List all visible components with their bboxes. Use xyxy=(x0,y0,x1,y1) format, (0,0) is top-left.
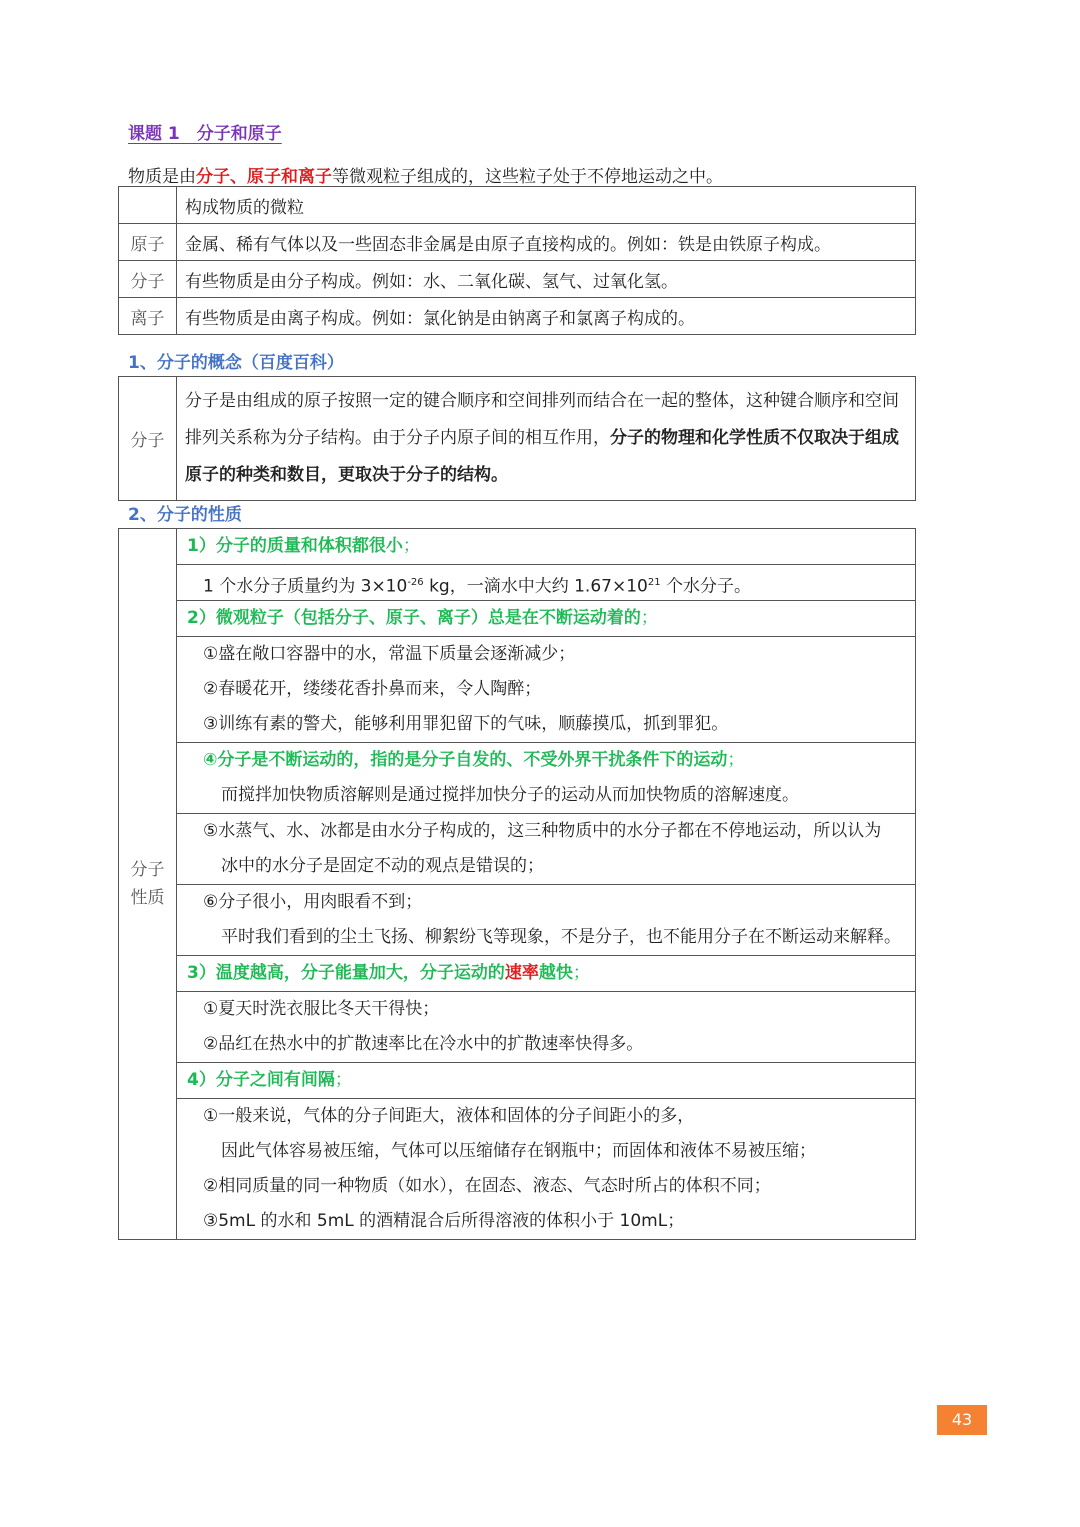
concept-line-2-bold: 分子的物理和化学性质不仅取决于组成 xyxy=(610,428,899,448)
table-row xyxy=(119,261,916,298)
list-item: ②相同质量的同一种物质（如水），在固态、液态、气态时所占的体积不同； xyxy=(203,1176,771,1196)
row-text: 金属、稀有气体以及一些固态非金属是由原子直接构成的。例如：铁是由铁原子构成。 xyxy=(177,224,916,261)
property-4-examples xyxy=(177,1099,916,1240)
item-5-line-1: ⑤水蒸气、水、冰都是由水分子构成的，这三种物质中的水分子都在不停地运动，所以认为 xyxy=(203,821,882,841)
list-item: ③训练有素的警犬，能够利用罪犯留下的气味，顺藤摸瓜，抓到罪犯。 xyxy=(203,714,729,734)
property-1-head xyxy=(177,529,916,565)
mass-text-c: 个水分子。 xyxy=(660,576,751,597)
table-header: 构成物质的微粒 xyxy=(177,187,916,224)
list-item: ②春暖花开，缕缕花香扑鼻而来，令人陶醉； xyxy=(203,679,542,699)
mass-text-a: 1 个水分子质量约为 3×10 xyxy=(203,576,408,597)
page-number-badge: 43 xyxy=(937,1405,987,1435)
row-text: 有些物质是由离子构成。例如：氯化钠是由钠离子和氯离子构成的。 xyxy=(177,298,916,335)
property-2-item-4 xyxy=(177,743,916,814)
property-2-examples xyxy=(177,637,916,743)
concept-line-2-plain: 排列关系称为分子结构。由于分子内原子间的相互作用， xyxy=(185,428,610,448)
section-heading-properties: 2、分子的性质 xyxy=(128,505,242,525)
lesson-title: 课题 1 分子和原子 xyxy=(128,124,282,144)
item-4-text: 而搅拌加快物质溶解则是通过搅拌加快分子的运动从而加快物质的溶解速度。 xyxy=(221,785,799,805)
properties-label-line-1: 分子 xyxy=(130,860,165,880)
property-2-head xyxy=(177,601,916,637)
row-label: 离子 xyxy=(119,298,177,335)
row-label: 原子 xyxy=(119,224,177,261)
concept-line-3: 原子的种类和数目，更取决于分子的结构。 xyxy=(185,465,508,485)
count-exponent: 21 xyxy=(647,577,661,588)
section-heading-concept: 1、分子的概念（百度百科） xyxy=(128,353,344,373)
item-6-line-1: ⑥分子很小，用肉眼看不到； xyxy=(203,892,423,912)
mass-text-b: kg，一滴水中大约 1.67×10 xyxy=(423,576,648,597)
property-2-title: 2）微观粒子（包括分子、原子、离子）总是在不断运动着的 xyxy=(187,608,641,628)
list-item: ①夏天时洗衣服比冬天干得快； xyxy=(203,999,440,1019)
table-row xyxy=(119,298,916,335)
properties-label xyxy=(119,529,177,1240)
property-1-body xyxy=(177,565,916,601)
property-3-title-b: 越快 xyxy=(538,963,573,983)
item-4-semi: ； xyxy=(727,750,745,770)
properties-label-line-2: 性质 xyxy=(130,888,165,908)
intro-suffix: 等微观粒子组成的，这些粒子处于不停地运动之中。 xyxy=(332,167,723,187)
list-item: ②品红在热水中的扩散速率比在冷水中的扩散速率快得多。 xyxy=(203,1034,644,1054)
list-item: ①一般来说，气体的分子间距大，液体和固体的分子间距小的多， xyxy=(203,1106,695,1126)
concept-body xyxy=(177,377,916,501)
property-2-semi: ； xyxy=(640,608,658,628)
item-5-line-2: 冰中的水分子是固定不动的观点是错误的； xyxy=(221,856,544,876)
concept-table xyxy=(118,376,916,501)
properties-table xyxy=(118,528,916,1240)
property-4-semi: ； xyxy=(334,1070,352,1090)
concept-line-2 xyxy=(185,420,907,457)
property-1-title: 1）分子的质量和体积都很小 xyxy=(187,536,403,556)
concept-label: 分子 xyxy=(119,377,177,501)
property-4-title: 4）分子之间有间隔 xyxy=(187,1070,335,1090)
intro-prefix: 物质是由 xyxy=(128,167,196,187)
table-row xyxy=(119,224,916,261)
concept-line-1: 分子是由组成的原子按照一定的键合顺序和空间排列而结合在一起的整体，这种键合顺序和空间 xyxy=(185,391,899,411)
property-3-title-red: 速率 xyxy=(504,963,539,983)
property-1-semi: ； xyxy=(402,536,420,556)
property-3-title-a: 3）温度越高，分子能量加大，分子运动的 xyxy=(187,963,505,983)
property-4-head xyxy=(177,1063,916,1099)
list-item: ①盛在敞口容器中的水，常温下质量会逐渐减少； xyxy=(203,644,576,664)
intro-highlight: 分子、原子和离子 xyxy=(196,167,332,187)
item-6-line-2: 平时我们看到的尘土飞扬、柳絮纷飞等现象，不是分子，也不能用分子在不断运动来解释。 xyxy=(221,927,901,947)
intro-paragraph xyxy=(128,162,723,187)
property-3-semi: ； xyxy=(572,963,590,983)
particle-table xyxy=(118,186,916,335)
item-4-title: ④分子是不断运动的，指的是分子自发的、不受外界干扰条件下的运动 xyxy=(203,750,728,770)
property-2-item-5 xyxy=(177,814,916,885)
table-corner xyxy=(119,187,177,224)
list-item: 因此气体容易被压缩，气体可以压缩储存在钢瓶中；而固体和液体不易被压缩； xyxy=(221,1141,816,1161)
property-3-examples xyxy=(177,992,916,1063)
list-item: ③5mL 的水和 5mL 的酒精混合后所得溶液的体积小于 10mL； xyxy=(203,1211,685,1231)
row-label: 分子 xyxy=(119,261,177,298)
mass-exponent: -26 xyxy=(407,577,424,588)
property-3-head xyxy=(177,956,916,992)
row-text: 有些物质是由分子构成。例如：水、二氧化碳、氢气、过氧化氢。 xyxy=(177,261,916,298)
property-2-item-6 xyxy=(177,885,916,956)
